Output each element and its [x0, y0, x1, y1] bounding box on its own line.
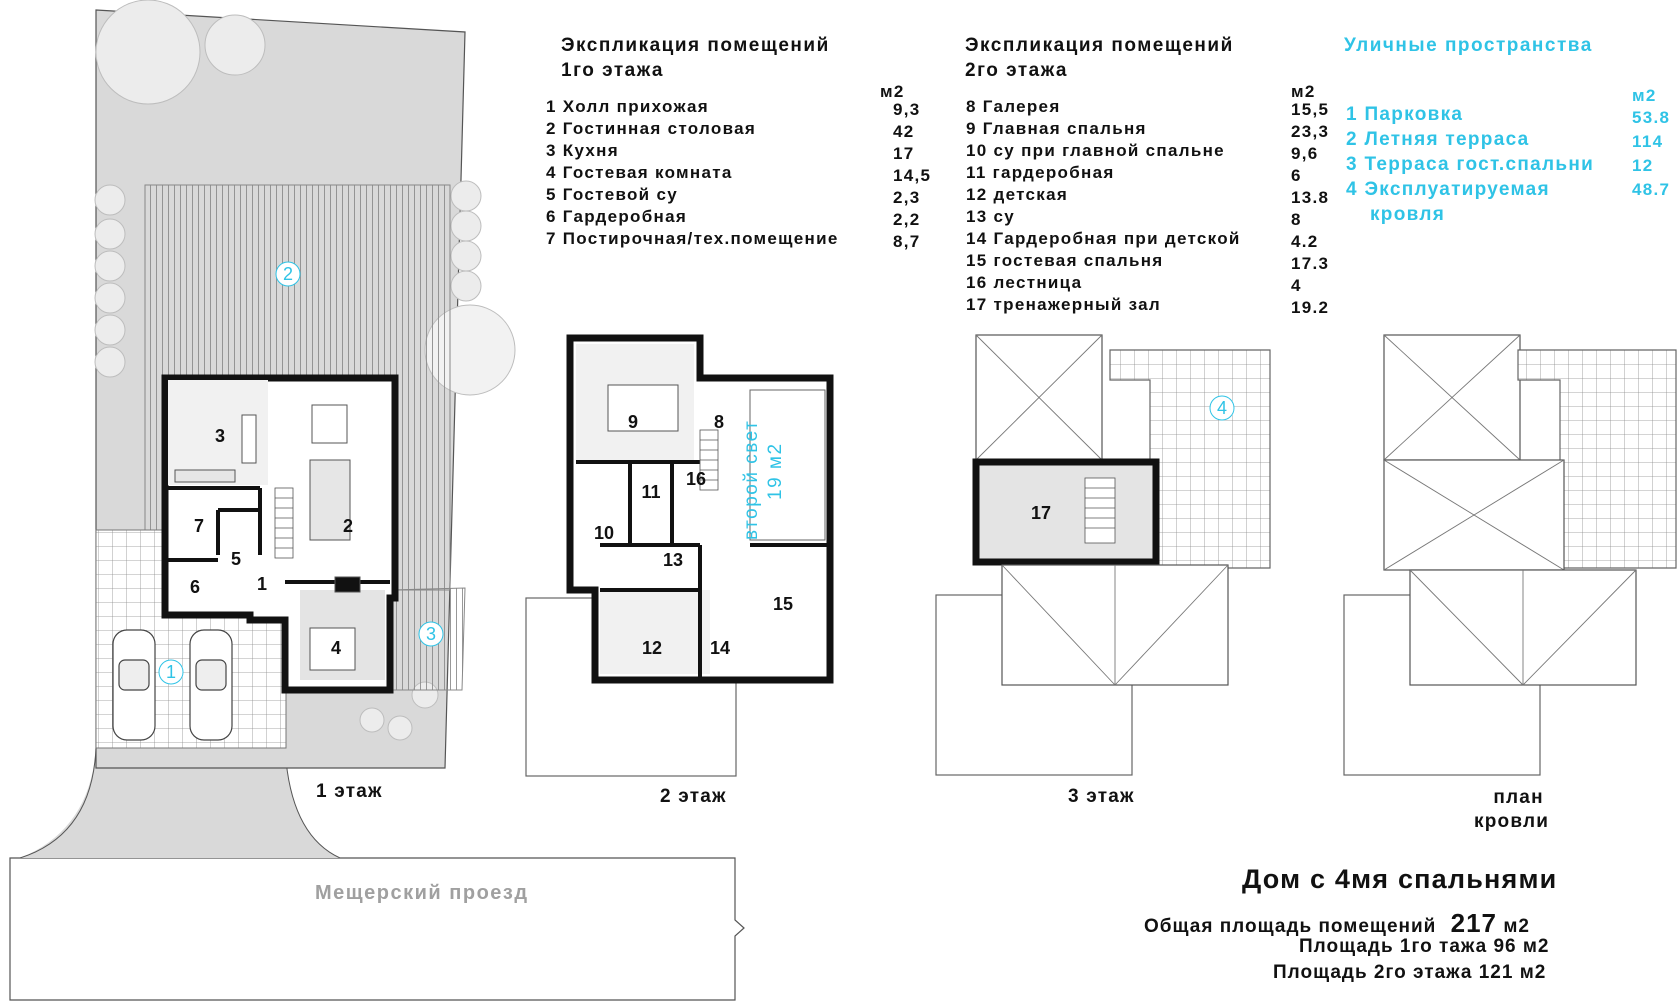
- double-height-label: второй свет 19 м2: [741, 419, 786, 540]
- legend-row: 9 Главная спальня: [966, 119, 1147, 138]
- legend-area: 9,3: [893, 100, 921, 119]
- legend-row: 4 Гостевая комната: [546, 163, 733, 182]
- legend-outdoor-title: Уличные пространства: [1344, 35, 1593, 56]
- svg-text:9: 9: [627, 412, 639, 432]
- legend-row: 5 Гостевой су: [546, 185, 678, 204]
- svg-text:5: 5: [230, 549, 242, 569]
- stairs-floor1: [275, 488, 293, 558]
- caption-floor2: 2 этаж: [660, 786, 727, 807]
- caption-floor3: 3 этаж: [1068, 786, 1135, 807]
- legend-row: 16 лестница: [966, 273, 1083, 292]
- svg-text:7: 7: [193, 516, 205, 536]
- legend-area: 19.2: [1291, 298, 1330, 317]
- svg-text:3: 3: [214, 426, 226, 446]
- street: [10, 858, 744, 1000]
- legend-row: 6 Гардеробная: [546, 207, 688, 226]
- legend-outdoor: [1346, 82, 1676, 232]
- legend-row: 17 тренажерный зал: [966, 295, 1162, 314]
- summary-title: Дом с 4мя спальнями: [1242, 864, 1558, 894]
- svg-text:13: 13: [662, 550, 684, 570]
- legend-row: 3 Терраса гост.спальни: [1346, 154, 1595, 175]
- legend-area: 2,3: [893, 188, 921, 207]
- legend-row: 2 Гостинная столовая: [546, 119, 757, 138]
- legend-row: 3 Кухня: [546, 141, 619, 160]
- caption-floor1: 1 этаж: [316, 781, 383, 802]
- legend-area: 17: [893, 144, 915, 163]
- legend-row: 15 гостевая спальня: [966, 251, 1164, 270]
- summary-total-unit: м2: [1503, 916, 1530, 937]
- svg-text:1: 1: [256, 574, 268, 594]
- svg-text:4: 4: [330, 638, 342, 658]
- svg-text:1: 1: [165, 662, 177, 682]
- legend-area: 9,6: [1291, 144, 1319, 163]
- legend-area: 13.8: [1291, 188, 1330, 207]
- svg-text:10: 10: [593, 523, 615, 543]
- legend-floor2: [966, 82, 1336, 322]
- svg-text:2: 2: [342, 516, 354, 536]
- summary-total: [1144, 908, 1530, 939]
- svg-text:3: 3: [425, 624, 437, 644]
- legend-area: 2,2: [893, 210, 921, 229]
- legend-area: 12: [1632, 156, 1654, 175]
- legend-row: 14 Гардеробная при детской: [966, 229, 1241, 248]
- legend-area: 4: [1291, 276, 1302, 295]
- svg-text:8: 8: [713, 412, 725, 432]
- svg-text:17: 17: [1030, 503, 1052, 523]
- legend-floor1: [546, 82, 946, 272]
- summary-floor1-area: Площадь 1го тажа 96 м2: [1299, 936, 1550, 957]
- svg-text:14: 14: [709, 638, 731, 658]
- roof-plan: [1344, 335, 1676, 775]
- legend-row: 12 детская: [966, 185, 1069, 204]
- svg-text:12: 12: [641, 638, 663, 658]
- svg-text:2: 2: [282, 264, 294, 284]
- floor2-plan: [526, 338, 830, 776]
- legend-area: 23,3: [1291, 122, 1330, 141]
- legend-area: 8: [1291, 210, 1302, 229]
- legend-area: 15,5: [1291, 100, 1330, 119]
- gym-room: [976, 462, 1156, 562]
- legend-area: 4.2: [1291, 232, 1319, 251]
- svg-text:16: 16: [685, 469, 707, 489]
- legend-row: 7 Постирочная/тех.помещение: [546, 229, 839, 248]
- svg-text:4: 4: [1216, 398, 1228, 418]
- legend-area: 114: [1632, 132, 1664, 151]
- svg-text:11: 11: [641, 482, 661, 502]
- legend-area: 14,5: [893, 166, 932, 185]
- legend-row: кровля: [1370, 204, 1446, 225]
- legend-area: 48.7: [1632, 180, 1671, 199]
- summary-floor2-area: Площадь 2го этажа 121 м2: [1273, 962, 1547, 983]
- summary-total-label: Общая площадь помещений: [1144, 916, 1437, 937]
- legend-floor1-unit: м2: [880, 82, 905, 101]
- legend-row: 4 Эксплуатируемая: [1346, 179, 1550, 200]
- legend-floor2-title: Экспликация помещений 2го этажа: [965, 35, 1234, 81]
- floor3-plan: [936, 335, 1270, 775]
- legend-row: 8 Галерея: [966, 97, 1061, 116]
- svg-text:6: 6: [189, 577, 201, 597]
- legend-outdoor-unit: м2: [1632, 86, 1657, 105]
- legend-area: 53.8: [1632, 108, 1671, 127]
- legend-area: 6: [1291, 166, 1302, 185]
- caption-roof: план кровли: [1474, 787, 1550, 832]
- legend-row: 2 Летняя терраса: [1346, 129, 1530, 150]
- svg-text:15: 15: [772, 594, 794, 614]
- legend-area: 17.3: [1291, 254, 1330, 273]
- legend-row: 1 Холл прихожая: [546, 97, 710, 116]
- legend-floor1-title: Экспликация помещений 1го этажа: [561, 35, 830, 81]
- legend-row: 11 гардеробная: [966, 163, 1115, 182]
- legend-area: 8,7: [893, 232, 921, 251]
- legend-row: 13 су: [966, 207, 1016, 226]
- summary-total-value: 217: [1450, 908, 1498, 938]
- legend-area: 42: [893, 122, 915, 141]
- legend-row: 1 Парковка: [1346, 104, 1464, 125]
- legend-row: 10 су при главной спальне: [966, 141, 1225, 160]
- legend-floor2-unit: м2: [1291, 82, 1316, 101]
- street-name: Мещерский проезд: [315, 882, 529, 904]
